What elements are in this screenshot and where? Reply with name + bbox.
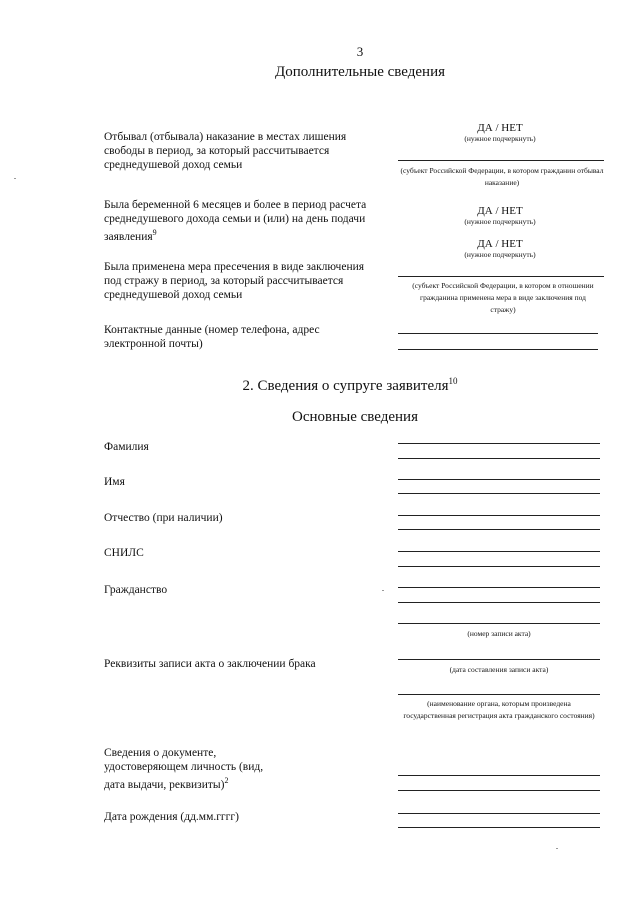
imprisoned-hint: (нужное подчеркнуть) — [464, 134, 536, 143]
snils-line-1[interactable] — [398, 551, 600, 552]
birth-date-line-2[interactable] — [398, 827, 600, 828]
additional-title: Дополнительные сведения — [274, 64, 445, 80]
scan-speck — [14, 178, 16, 179]
citizenship-line-1[interactable] — [398, 587, 600, 588]
patronymic-line-1[interactable] — [398, 515, 600, 516]
imprisoned-subject-note: (субъект Российской Федерации, в котором гражданин отбывал наказание) — [400, 166, 604, 187]
id-doc-line-1[interactable] — [398, 775, 600, 776]
birth-date-line-1[interactable] — [398, 813, 600, 814]
act-org-line[interactable] — [398, 694, 600, 695]
snils-line-2[interactable] — [398, 566, 600, 567]
imprisoned-yes-no[interactable]: ДА / НЕТ — [477, 122, 523, 134]
pregnant-yes-no[interactable]: ДА / НЕТ — [477, 205, 523, 217]
name-label: Имя — [104, 476, 125, 488]
patronymic-label: Отчество (при наличии) — [104, 512, 223, 524]
imprisoned-label: Отбывал (отбывала) наказание в местах лишения свободы в период, за который рассчитывается среднедушевой доход семьи — [104, 131, 347, 171]
pregnant-footnote: 9 — [152, 228, 157, 237]
spouse-title-footnote: 10 — [448, 376, 458, 386]
custody-yes-no[interactable]: ДА / НЕТ — [477, 238, 523, 250]
pregnant-label: Была беременной 6 месяцев и более в период расчета среднедушевого дохода семьи и (или) на день подачи заявления$^9$ — [104, 199, 367, 243]
name-line-1[interactable] — [398, 479, 600, 480]
id-doc-line-2[interactable] — [398, 790, 600, 791]
act-date-line[interactable] — [398, 659, 600, 660]
custody-label: Была применена мера пресечения в виде заключения под стражу в период, за который рассчитывается среднедушевой доход семьи — [104, 261, 365, 301]
snils-label: СНИЛС — [104, 547, 144, 559]
surname-line-1[interactable] — [398, 443, 600, 444]
spouse-subtitle: Основные сведения — [292, 409, 418, 425]
page-number: 3 — [356, 44, 364, 59]
citizenship-label: Гражданство — [104, 584, 168, 596]
imprisoned-subject-line[interactable] — [398, 160, 604, 161]
surname-label: Фамилия — [104, 441, 149, 453]
patronymic-line-2[interactable] — [398, 529, 600, 530]
marriage-label: Реквизиты записи акта о заключении брака — [104, 658, 316, 670]
spouse-section-title: 2. Сведения о супруге заявителя$^{10}$ — [242, 376, 458, 394]
id-doc-label: Сведения о документе, удостоверяющем личность (вид, дата выдачи, реквизиты)$^2$ — [104, 747, 264, 791]
id-doc-footnote: 2 — [224, 776, 229, 785]
citizenship-line-2[interactable] — [398, 602, 600, 603]
scan-speck — [382, 590, 384, 591]
custody-subject-note: (субъект Российской Федерации, в котором в отношении гражданина применена мера в виде заключения под стражу) — [412, 281, 594, 314]
contacts-line-2[interactable] — [398, 349, 598, 350]
contacts-line-1[interactable] — [398, 333, 598, 334]
surname-line-2[interactable] — [398, 458, 600, 459]
contacts-label: Контактные данные (номер телефона, адрес электронной почты) — [104, 324, 320, 350]
act-number-line[interactable] — [398, 623, 600, 624]
act-number-hint: (номер записи акта) — [467, 629, 531, 638]
name-line-2[interactable] — [398, 493, 600, 494]
custody-hint: (нужное подчеркнуть) — [464, 250, 536, 259]
custody-subject-line[interactable] — [398, 276, 604, 277]
scan-speck — [556, 848, 558, 849]
act-date-hint: (дата составления записи акта) — [449, 665, 549, 674]
pregnant-hint: (нужное подчеркнуть) — [464, 217, 536, 226]
birth-date-label: Дата рождения (дд.мм.гггг) — [104, 811, 239, 823]
act-org-hint: (наименование органа, которым произведена государственная регистрация акта гражданского состояния) — [403, 699, 595, 720]
